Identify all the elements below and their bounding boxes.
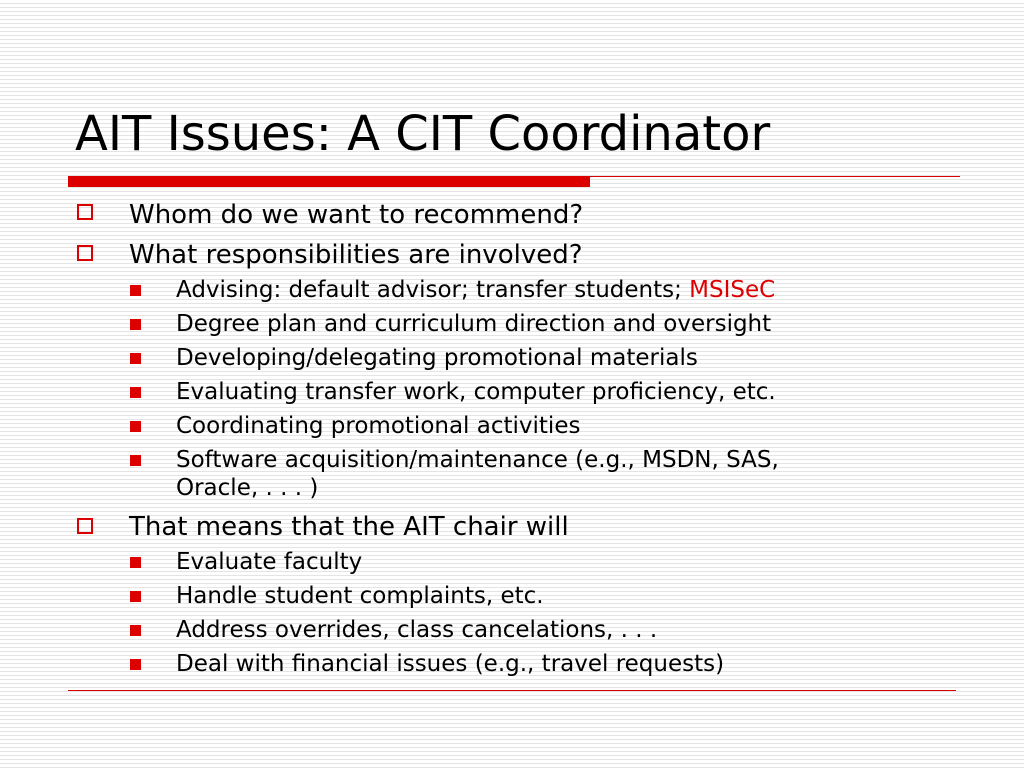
sub-bullet-overrides: Address overrides, class cancelations, . . .: [176, 617, 658, 643]
filled-square-icon: [130, 421, 141, 432]
sub-bullet-software-line1: Software acquisition/maintenance (e.g., MSDN, SAS,: [176, 447, 779, 473]
footer-divider: [68, 690, 956, 691]
sub-bullet-financial: Deal with financial issues (e.g., travel requests): [176, 651, 725, 677]
hollow-square-icon: [77, 518, 93, 534]
sub-bullet-promotional-materials: Developing/delegating promotional materials: [176, 345, 698, 371]
title-underline-accent: [68, 176, 590, 187]
bullet-ait-chair: That means that the AIT chair will: [129, 512, 569, 542]
sub-bullet-advising: [176, 278, 775, 303]
sub-bullet-student-complaints: Handle student complaints, etc.: [176, 583, 544, 609]
sub-bullet-advising-text: Advising: default advisor; transfer students;: [176, 277, 690, 303]
bullet-recommend: Whom do we want to recommend?: [129, 200, 584, 230]
filled-square-icon: [130, 659, 141, 670]
sub-bullet-degree-plan: Degree plan and curriculum direction and oversight: [176, 311, 772, 337]
filled-square-icon: [130, 591, 141, 602]
filled-square-icon: [130, 625, 141, 636]
filled-square-icon: [130, 285, 141, 296]
sub-bullet-promotional-activities: Coordinating promotional activities: [176, 413, 581, 439]
slide-title: AIT Issues: A CIT Coordinator: [75, 106, 771, 162]
hollow-square-icon: [77, 245, 93, 261]
sub-bullet-evaluate-faculty: Evaluate faculty: [176, 549, 363, 575]
msisec-highlight: MSISeC: [689, 277, 776, 303]
filled-square-icon: [130, 319, 141, 330]
bullet-responsibilities: What responsibilities are involved?: [129, 240, 583, 270]
filled-square-icon: [130, 353, 141, 364]
filled-square-icon: [130, 455, 141, 466]
hollow-square-icon: [77, 204, 93, 220]
sub-bullet-transfer-work: Evaluating transfer work, computer proficiency, etc.: [176, 379, 776, 405]
filled-square-icon: [130, 387, 141, 398]
title-underline-thin: [590, 176, 960, 177]
sub-bullet-software-line2: Oracle, . . . ): [176, 475, 319, 501]
filled-square-icon: [130, 557, 141, 568]
